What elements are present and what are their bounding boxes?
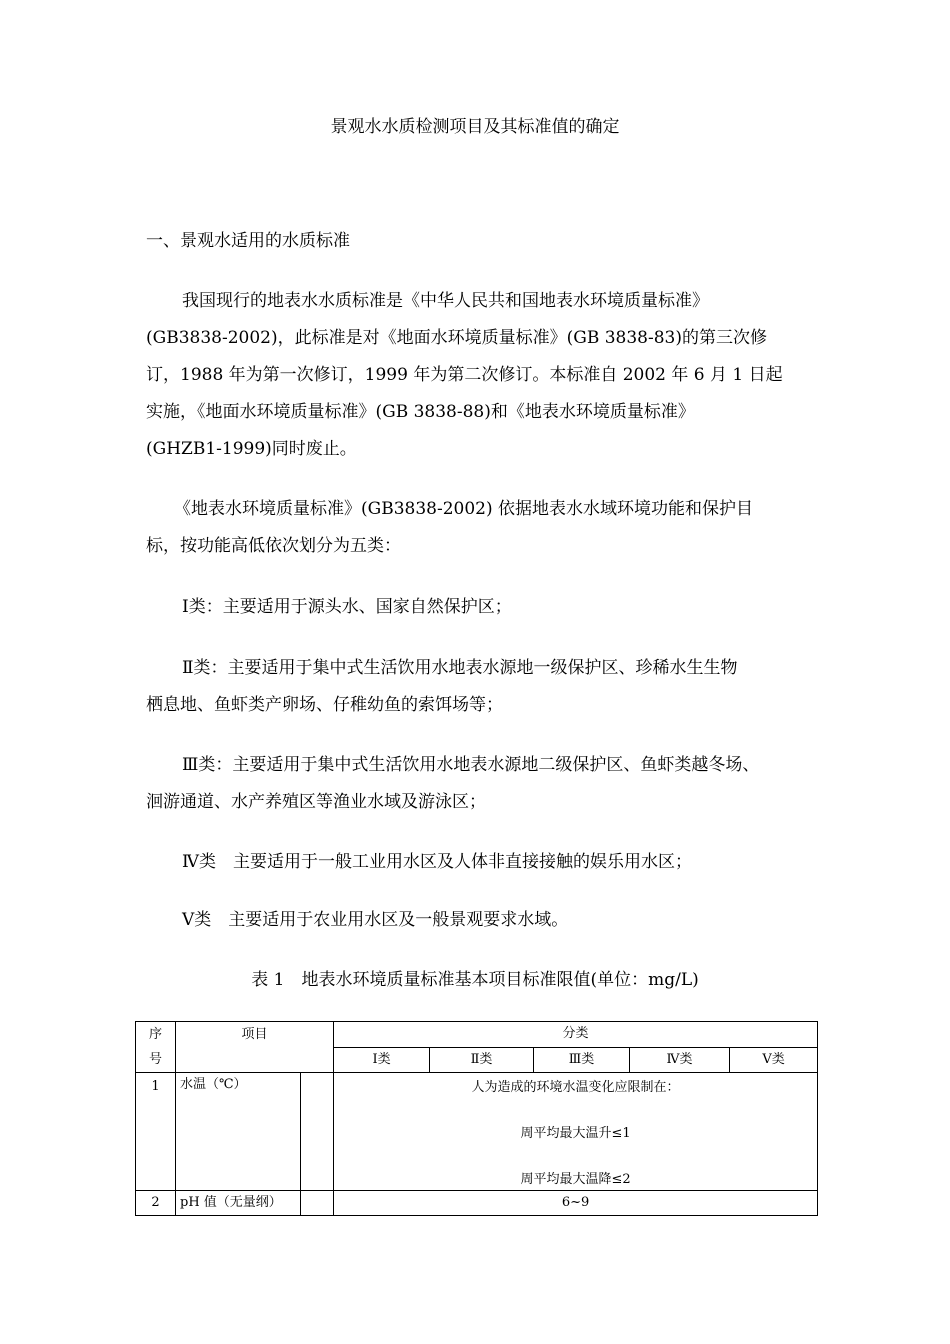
- table-header-row: [136, 1022, 818, 1048]
- paragraph-line: 《地表水环境质量标准》(GB3838-2002) 依据地表水水域环境功能和保护目: [174, 499, 754, 519]
- row-number: 2: [136, 1191, 176, 1216]
- serial-header: [136, 1022, 176, 1073]
- class-4-header: Ⅳ类: [630, 1047, 730, 1073]
- value-line: 周平均最大温降≤2: [520, 1172, 631, 1187]
- paragraph-line: Ⅱ类：主要适用于集中式生活饮用水地表水源地一级保护区、珍稀水生生物: [182, 658, 738, 678]
- row-value: [334, 1073, 818, 1191]
- paragraph-line: 栖息地、鱼虾类产卵场、仔稚幼鱼的索饵场等；: [146, 695, 503, 715]
- row-spacer-cell: [301, 1073, 334, 1191]
- class-4-description: Ⅳ类 主要适用于一般工业用水区及人体非直接接触的娱乐用水区；: [182, 852, 692, 872]
- serial-header-bottom: 号: [148, 1052, 162, 1067]
- row-item: pH 值（无量纲）: [176, 1191, 301, 1216]
- row-number: 1: [136, 1073, 176, 1191]
- class-5-header: Ⅴ类: [730, 1047, 818, 1073]
- paragraph-line: Ⅲ类：主要适用于集中式生活饮用水地表水源地二级保护区、鱼虾类越冬场、: [182, 755, 760, 775]
- standard-limits-table: [135, 1021, 818, 1216]
- row-value: 6~9: [334, 1191, 818, 1216]
- row-spacer-cell: [301, 1191, 334, 1216]
- class-5-description: Ⅴ类 主要适用于农业用水区及一般景观要求水域。: [182, 910, 569, 930]
- paragraph-line: 订，1988 年为第一次修订，1999 年为第二次修订。本标准自 2002 年 6 月 1 日起: [146, 365, 783, 385]
- value-line: 人为造成的环境水温变化应限制在：: [471, 1080, 680, 1095]
- table-row: [136, 1191, 818, 1216]
- value-line: 周平均最大温升≤1: [520, 1126, 631, 1141]
- item-header: 项目: [176, 1022, 334, 1073]
- document-title: 景观水水质检测项目及其标准值的确定: [330, 117, 620, 137]
- class-1-header: Ⅰ类: [334, 1047, 430, 1073]
- paragraph-line: 我国现行的地表水水质标准是《中华人民共和国地表水环境质量标准》: [182, 291, 709, 311]
- class-2-header: Ⅱ类: [430, 1047, 534, 1073]
- table-caption: 表 1 地表水环境质量标准基本项目标准限值(单位：mg/L): [251, 970, 699, 990]
- row-item: 水温（℃）: [176, 1073, 301, 1191]
- paragraph-line: (GHZB1-1999)同时废止。: [146, 439, 357, 459]
- table-row: [136, 1073, 818, 1191]
- paragraph-line: 标，按功能高低依次划分为五类：: [146, 536, 401, 556]
- paragraph-line: 洄游通道、水产养殖区等渔业水域及游泳区；: [146, 792, 486, 812]
- paragraph-line: 实施，《地面水环境质量标准》(GB 3838-88)和《地表水环境质量标准》: [146, 402, 695, 422]
- paragraph-line: (GB3838-2002)，此标准是对《地面水环境质量标准》(GB 3838-83)的第三次修: [146, 328, 767, 348]
- class-3-header: Ⅲ类: [534, 1047, 630, 1073]
- category-header: 分类: [334, 1022, 818, 1048]
- serial-header-top: 序: [148, 1027, 162, 1042]
- class-1-description: Ⅰ类：主要适用于源头水、国家自然保护区；: [182, 597, 512, 617]
- section-heading: 一、景观水适用的水质标准: [146, 231, 350, 251]
